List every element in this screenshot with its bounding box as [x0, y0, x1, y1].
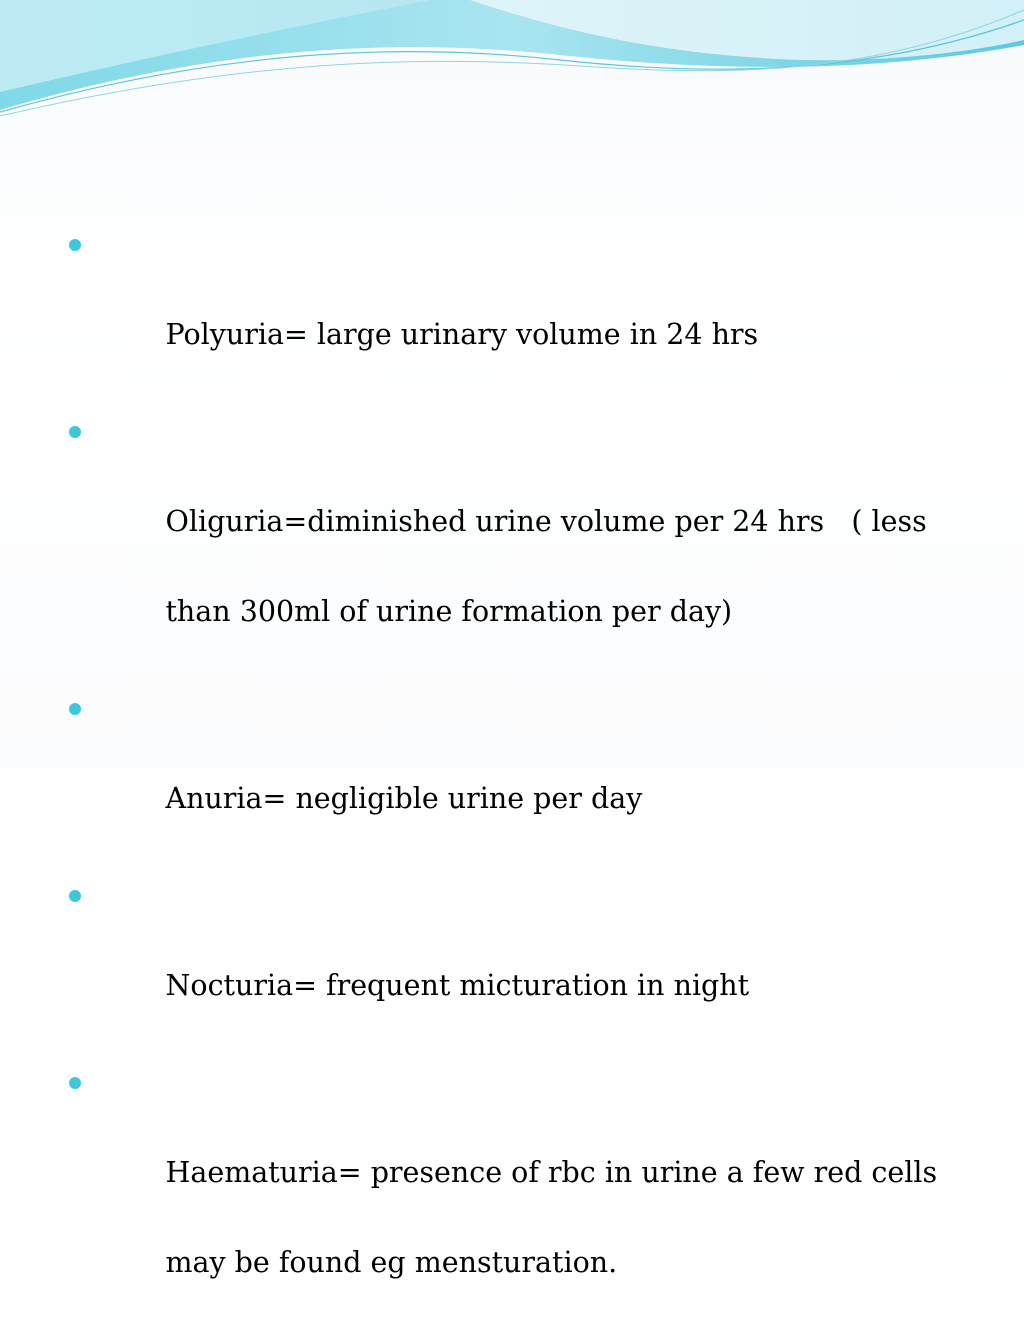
- bullet-list: [66, 222, 946, 1330]
- bullet-dot-icon: [69, 239, 81, 251]
- slide-content: [66, 222, 946, 1337]
- bullet-anuria: [66, 686, 946, 866]
- bullet-line: than 300ml of urine formation per day): [165, 595, 733, 628]
- bullet-oliguria: [66, 409, 946, 679]
- bullet-line: Polyuria= large urinary volume in 24 hrs: [165, 318, 759, 351]
- bullet-nocturia: [66, 873, 946, 1053]
- bullet-haematuria: [66, 1060, 946, 1330]
- bullet-line: Oliguria=diminished urine volume per 24 hrs ( less: [165, 505, 927, 538]
- bullet-polyuria: [66, 222, 946, 402]
- bullet-dot-icon: [69, 1077, 81, 1089]
- bullet-dot-icon: [69, 426, 81, 438]
- bullet-line: Anuria= negligible urine per day: [165, 782, 643, 815]
- bullet-line: may be found eg mensturation.: [165, 1246, 618, 1279]
- bullet-line: Nocturia= frequent micturation in night: [165, 969, 750, 1002]
- bullet-line: Haematuria= presence of rbc in urine a few red cells: [165, 1156, 938, 1189]
- bullet-dot-icon: [69, 890, 81, 902]
- header-wave-decoration: [0, 0, 1024, 130]
- bullet-dot-icon: [69, 703, 81, 715]
